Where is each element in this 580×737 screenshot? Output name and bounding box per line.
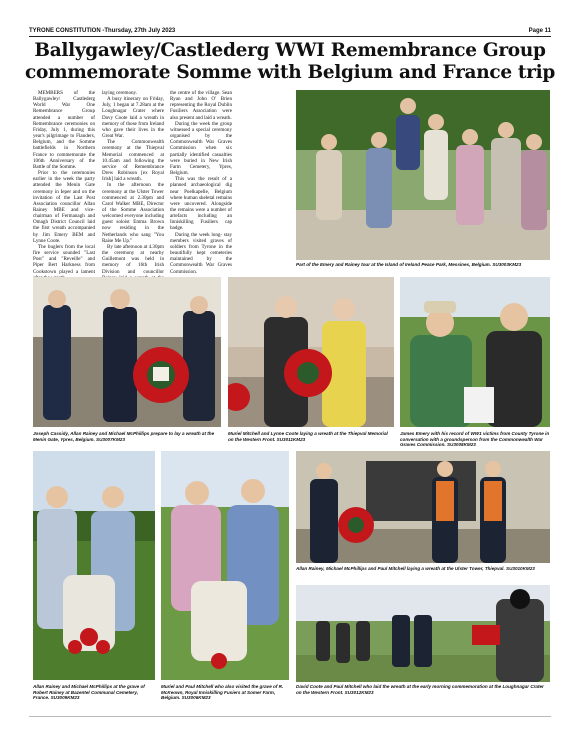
paragraph: The buglers from the local fire service sounded "Last Post" and "Reveille" and Piper Bert Harkness from Cookstown played a lament — [33, 243, 95, 275]
photo-loughnagar-crater — [296, 585, 550, 682]
photo-menin-gate — [33, 277, 221, 427]
paragraph: During the week the group witnessed a special ceremony organised by the Commonwealth War Graves Commission when six partially identified casualties were buried in New Irish Farm Cemetery, Ypres, Belgium. — [170, 120, 232, 177]
footer-divider — [29, 716, 551, 717]
paragraph: In the afternoon the ceremony at the Ulster Tower commenced at 2.30pm and Carol Walker MBE, Director of the Somme Association welcomed everyone including guest soloist Emma Brown now residing in the Netherlands who sang "You Raise Me Up." — [102, 182, 164, 244]
photo-bazentel-grave — [33, 451, 155, 680]
paragraph: During the week long- stay members visited graves of soldiers from Tyrone in the beautifully kept cemeteries maintained by the Commonwealth War Graves Commission. — [170, 231, 232, 275]
paragraph: Prior to the ceremonies earlier in the week the party attended the Menin Gate ceremony in Ieper and on the invitation of the Last Post Association councillor Allan Rainey MBE and vice-chairman of Fermanagh and Omagh District Council laid the first wreath accompanied by Jim Emery BEM and Lynne Coote. — [33, 170, 95, 244]
article-column-1 — [33, 90, 95, 281]
paragraph: MEMBERS of the Ballygawley/ Castlederg World War One Remembrance Group attended a number of Remembrance ceremonies on Friday, July 1, during this year's pilgrimage to Flanders, Belgium, and the Somme battlefields in Northern France to commemorate the 106th Anniversary of the Battle of the Somme. — [33, 90, 95, 170]
paragraph: This was the result of a planned archaeological dig near Poelkapelle, Belgium where human skeletal remains were uncovered. Alongside the remains were a number of artefacts including an Inniskilling Fusiliers cap badge. — [170, 176, 232, 232]
photo-ulster-tower — [296, 451, 550, 563]
caption-ulster-tower: Allan Rainey, Michael McPhillips and Paul Mitchell laying a wreath at the Ulster Tower, Thiepval. SU3010KM23 — [296, 566, 535, 571]
publication-date: TYRONE CONSTITUTION -Thursday, 27th July 2023 — [29, 28, 176, 34]
caption-james-emery: James Emery with his record of WW1 victims from County Tyrone in conversation with a groundsperson from the Commonwealth War Graves Commission. SU3008KM23 — [400, 431, 550, 448]
newspaper-header — [29, 28, 551, 37]
photo-somer-farm — [161, 451, 289, 680]
caption-menin-gate: Joseph Cassidy, Allan Rainey and Michael McPhillips prepare to lay a wreath at the Menin Gate, Ypres, Belgium. SU3007KM23 — [33, 431, 215, 442]
page-number: Page 11 — [528, 28, 551, 34]
paragraph: the centre of the village. Sean Ryan and John O' Brien representing the Royal Dublin Fusiliers Association were also present and laid a wreath. — [170, 90, 232, 121]
caption-peace-park: Part of the Emery and Rainey tour at the Island of Ireland Peace Park, Messines, Belgium. SU3003KM23 — [296, 262, 522, 267]
caption-somer-farm: Muriel and Paul Mitchell who also visited the grave of R. McKeown, Royal Inniskilling Fusiers at Somer Farm, Belgium. SU3006KM23 — [161, 684, 284, 701]
photo-james-emery — [400, 277, 550, 427]
caption-bazentel: Allan Rainey and Michael McPhillips at the grave of Robert Rainey at Bazentel Communal Cemetery, France. SU3009KM23 — [33, 684, 145, 701]
photo-group-peace-park — [296, 90, 550, 260]
article-column-2 — [102, 90, 164, 287]
headline-line-1: Ballygawley/Castlederg WWI Remembrance Group — [34, 40, 546, 61]
photo-thiepval-wreath — [228, 277, 394, 427]
caption-thiepval: Muriel Mitchell and Lynne Coote laying a wreath at the Thiepval Memorial on the Western Front. SU3011KM23 — [228, 431, 388, 442]
paragraph: The Commonwealth ceremony at the Thiepval Memorial commenced at 10.45am and following the service of Remembrance Drew Robinson [ex Royal Irish] laid a wreath. — [102, 139, 164, 183]
headline-line-2: commemorate Somme with Belgium and France trip — [25, 62, 555, 83]
paragraph: A busy itinerary on Friday, July, 1 began at 7.28am at the Loughnagar Crater where Davy Coote laid a wreath in memory of those from Ireland who gave their lives in the Great War. — [102, 96, 164, 140]
paragraph: laying ceremony. — [102, 90, 138, 96]
caption-loughnagar: David Coote and Paul Mitchell who laid the wreath at the early morning commemoration at the Loughnagar Crater on the Western Front. SU3012KM23 — [296, 684, 544, 695]
headline — [22, 40, 558, 84]
paragraph: By late afternoon at 4.30pm the ceremony at nearby Guillemont was held in memory of 16th Irish Division and councillor — [102, 243, 165, 275]
article-column-3 — [170, 90, 232, 275]
